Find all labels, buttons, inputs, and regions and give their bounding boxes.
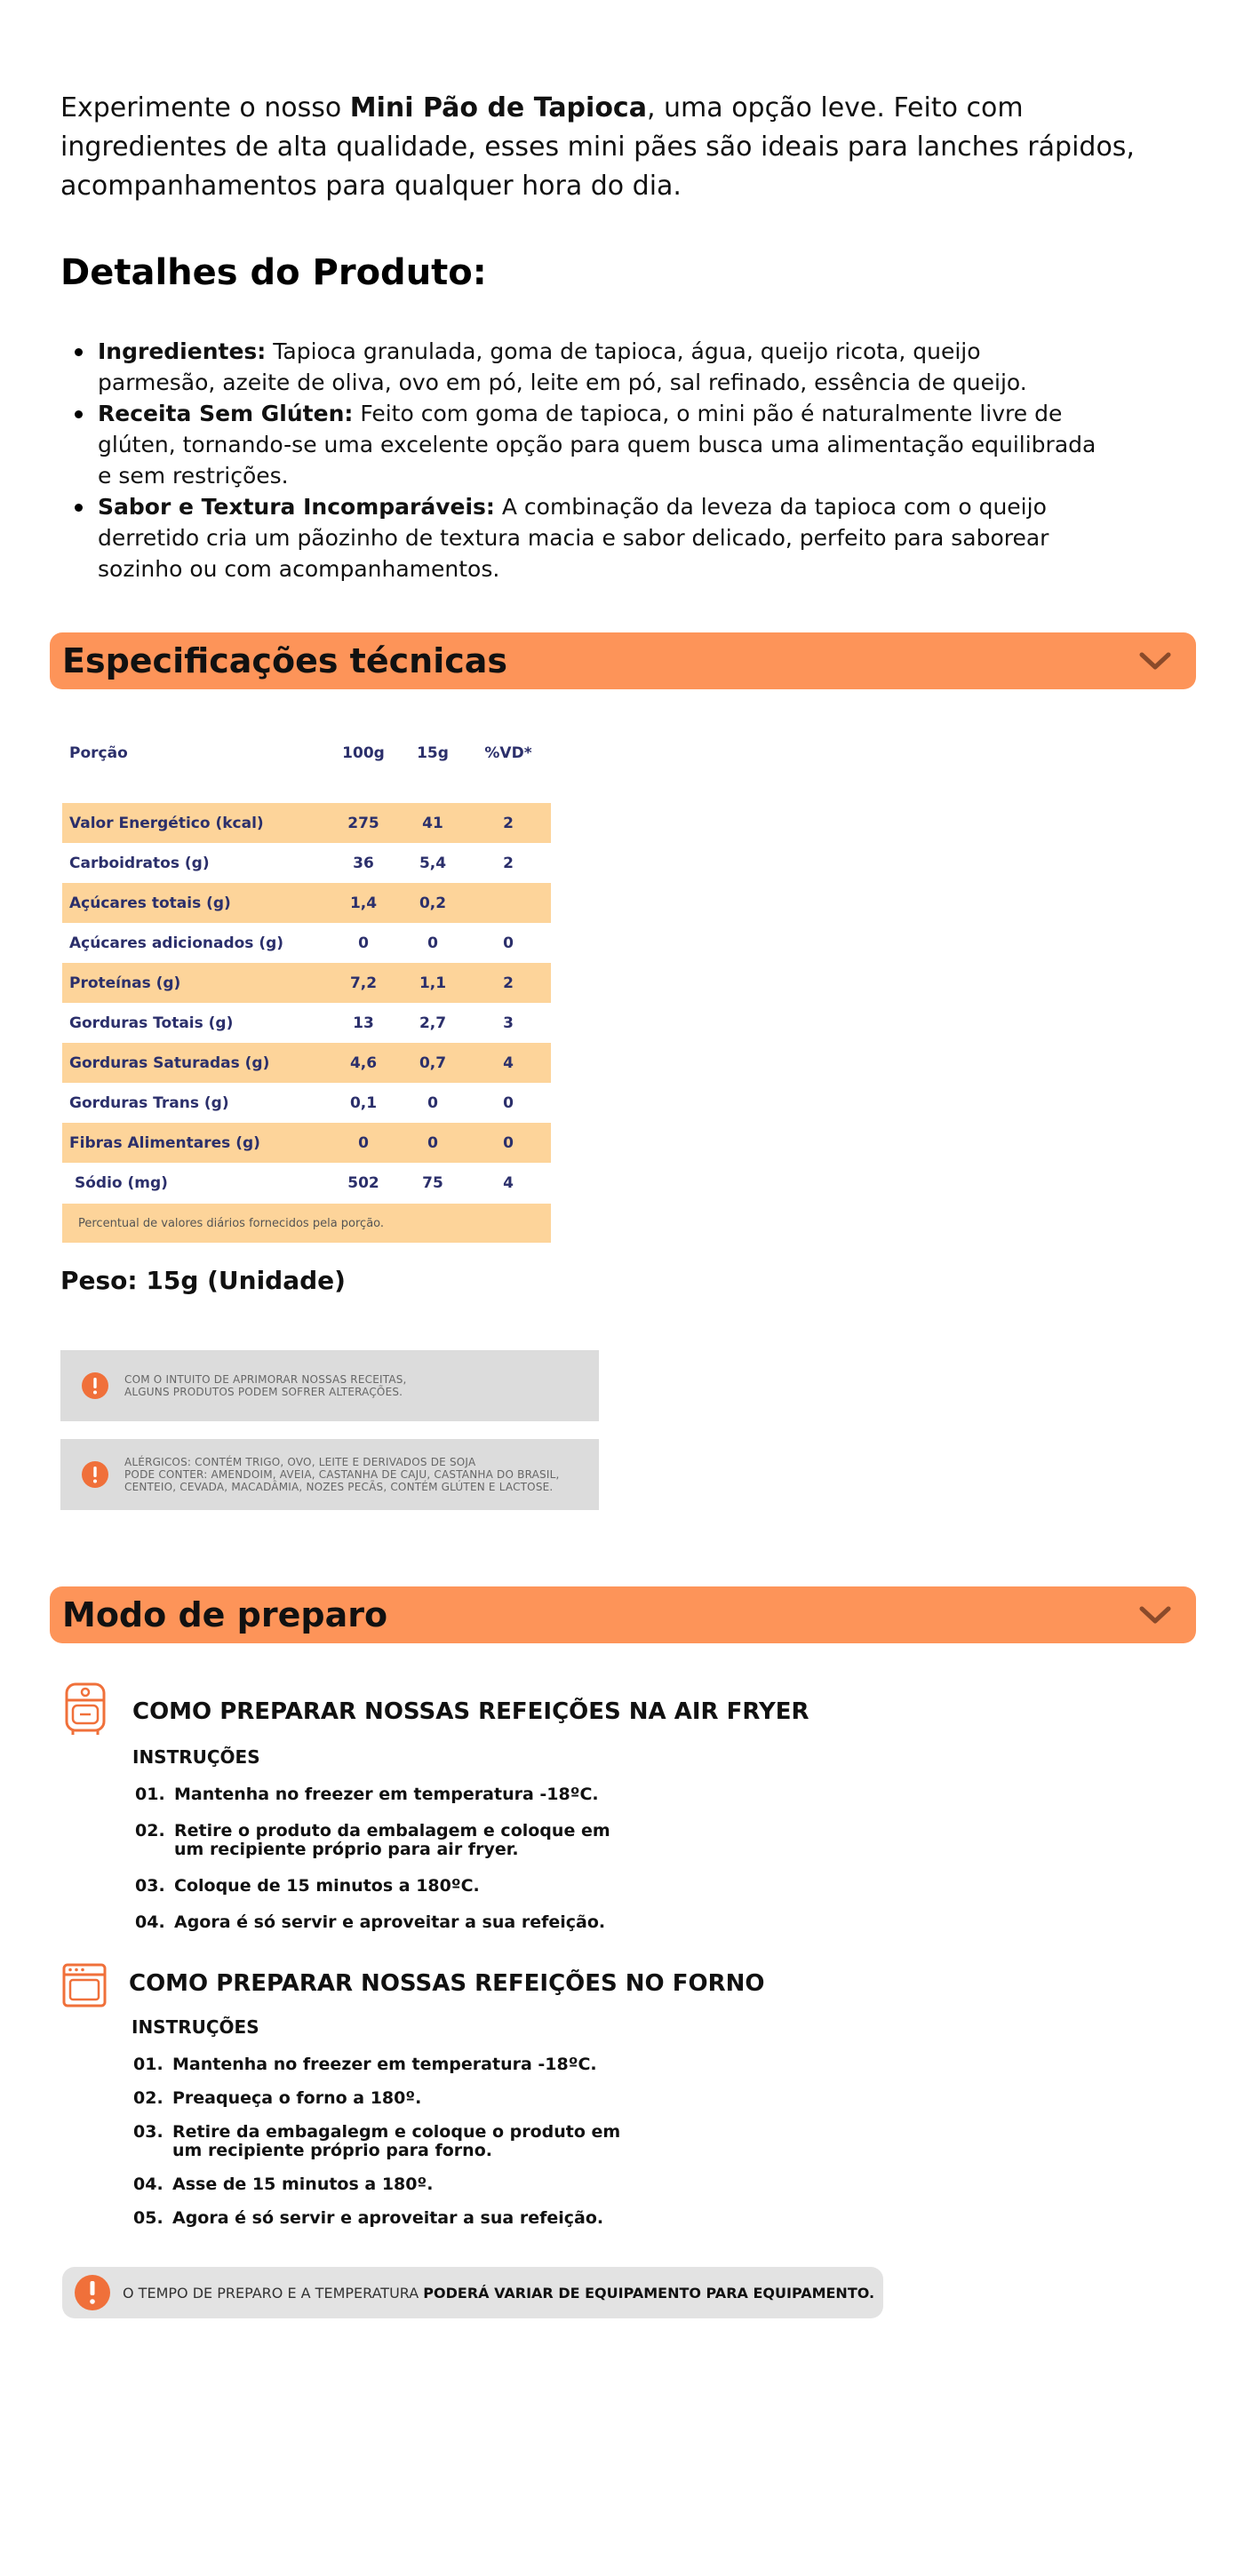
step-text <box>174 1822 610 1859</box>
row-label: Gorduras Trans (g) <box>69 1093 229 1112</box>
row-vd: 2 <box>503 854 514 872</box>
intro-paragraph <box>60 89 1171 206</box>
specs-accordion-header[interactable] <box>50 632 1196 689</box>
step-line: Mantenha no freezer em temperatura -18ºC. <box>174 1785 599 1804</box>
warning-icon <box>82 1372 108 1399</box>
step-text <box>172 2123 620 2160</box>
header-100g: 100g <box>342 744 385 762</box>
step-text <box>172 2055 597 2074</box>
step-line: Coloque de 15 minutos a 180ºC. <box>174 1876 480 1896</box>
details-item-label: Sabor e Textura Incomparáveis: <box>98 494 495 520</box>
notice-line: PODE CONTER: AMENDOIM, AVEIA, CASTANHA DE CAJU, CASTANHA DO BRASIL, <box>124 1468 560 1481</box>
row-label: Carboidratos (g) <box>69 854 210 872</box>
row-label: Gorduras Totais (g) <box>69 1014 234 1032</box>
table-row <box>62 883 551 923</box>
row-vd: 4 <box>503 1173 514 1192</box>
step-number: 03. <box>135 1876 165 1896</box>
prep-time-notice-text <box>123 2285 874 2302</box>
notice-line: COM O INTUITO DE APRIMORAR NOSSAS RECEITAS, <box>124 1373 407 1386</box>
notice-plain-text: O TEMPO DE PREPARO E A TEMPERATURA <box>123 2284 424 2302</box>
step-number: 05. <box>133 2208 163 2228</box>
list-item <box>135 1877 610 1896</box>
row-100g: 13 <box>353 1014 374 1032</box>
chevron-down-icon <box>1137 1602 1173 1628</box>
row-15g: 5,4 <box>419 854 447 872</box>
step-line: Agora é só servir e aproveitar a sua refeição. <box>172 2208 604 2228</box>
details-item-text: A combinação da leveza da tapioca com o queijo derretido cria um pãozinho de textura macia e sabor delicado, perfeito para saborear sozinho ou com acompanhamentos. <box>98 494 1049 582</box>
row-label: Açúcares adicionados (g) <box>69 934 284 952</box>
details-item-label: Ingredientes: <box>98 338 267 364</box>
list-item <box>133 2175 620 2194</box>
step-text <box>174 1877 480 1896</box>
row-vd: 0 <box>503 1133 514 1152</box>
row-100g: 502 <box>347 1173 379 1192</box>
row-100g: 275 <box>347 814 379 832</box>
specs-accordion-title: Especificações técnicas <box>62 641 508 680</box>
row-vd: 2 <box>503 814 514 832</box>
row-label: Proteínas (g) <box>69 974 181 992</box>
product-name: Mini Pão de Tapioca <box>349 92 647 123</box>
step-text <box>174 1913 605 1932</box>
step-line: Preaqueça o forno a 180º. <box>172 2088 422 2108</box>
table-row <box>62 923 551 963</box>
notice-bold-text: PODERÁ VARIAR DE EQUIPAMENTO PARA EQUIPAMENTO. <box>423 2284 875 2302</box>
product-weight: Peso: 15g (Unidade) <box>60 1266 346 1295</box>
allergen-notice <box>60 1439 599 1510</box>
table-row <box>62 1003 551 1043</box>
notice-line: ALGUNS PRODUTOS PODEM SOFRER ALTERAÇÕES. <box>124 1386 403 1398</box>
row-15g: 0,7 <box>419 1053 447 1072</box>
intro-text-after: , uma opção leve. Feito com ingredientes de alta qualidade, esses mini pães são ideais para lanches rápidos, acompanhamentos para qualquer hora do dia. <box>60 92 1135 202</box>
step-number: 04. <box>135 1912 165 1932</box>
row-vd: 4 <box>503 1053 514 1072</box>
row-15g: 0 <box>427 934 438 952</box>
row-vd: 0 <box>503 934 514 952</box>
header-portion: Porção <box>69 744 128 762</box>
details-item-ingredients <box>98 336 1102 398</box>
header-vd: %VD* <box>484 744 532 762</box>
table-row <box>62 1163 551 1203</box>
intro-text-before: Experimente o nosso <box>60 92 350 123</box>
list-item <box>133 2089 620 2108</box>
notice-text <box>124 1456 560 1493</box>
step-number: 01. <box>135 1785 165 1804</box>
list-item <box>135 1785 610 1804</box>
table-footnote: Percentual de valores diários fornecidos pela porção. <box>62 1204 551 1243</box>
step-line: um recipiente próprio para air fryer. <box>174 1840 519 1859</box>
list-item <box>133 2055 620 2074</box>
row-100g: 0 <box>358 934 369 952</box>
step-text <box>174 1785 599 1804</box>
row-label: Gorduras Saturadas (g) <box>69 1053 270 1072</box>
notice-line: ALÉRGICOS: CONTÉM TRIGO, OVO, LEITE E DERIVADOS DE SOJA <box>124 1456 476 1468</box>
step-line: um recipiente próprio para forno. <box>172 2141 492 2160</box>
air-fryer-instructions-label: INSTRUÇÕES <box>132 1746 260 1768</box>
step-number: 01. <box>133 2055 163 2074</box>
prep-time-notice <box>62 2267 883 2318</box>
step-number: 03. <box>133 2122 163 2142</box>
air-fryer-steps <box>135 1785 610 1932</box>
table-row <box>62 1083 551 1123</box>
row-vd: 3 <box>503 1014 514 1032</box>
row-15g: 75 <box>422 1173 443 1192</box>
row-label: Açúcares totais (g) <box>69 894 231 912</box>
step-line: Retire o produto da embalagem e coloque em <box>174 1821 610 1841</box>
chevron-down-icon <box>1137 648 1173 674</box>
warning-icon <box>82 1461 108 1488</box>
table-row <box>62 1123 551 1163</box>
row-15g: 2,7 <box>419 1014 447 1032</box>
step-line: Retire da embagalegm e coloque o produto em <box>172 2122 621 2142</box>
step-text <box>172 2175 433 2194</box>
nutrition-table-header <box>62 727 551 780</box>
header-15g: 15g <box>417 744 449 762</box>
row-100g: 1,4 <box>349 894 378 912</box>
row-15g: 0,2 <box>419 894 447 912</box>
row-15g: 0 <box>427 1093 438 1112</box>
prep-accordion-header[interactable] <box>50 1586 1196 1643</box>
table-row <box>62 803 551 843</box>
table-row <box>62 1043 551 1083</box>
step-line: Agora é só servir e aproveitar a sua refeição. <box>174 1912 606 1932</box>
oven-steps <box>133 2055 620 2228</box>
details-item-text: Feito com goma de tapioca, o mini pão é naturalmente livre de glúten, tornando-se uma excelente opção para quem busca uma alimentação equilibrada e sem restrições. <box>98 401 1096 489</box>
step-text <box>172 2089 421 2108</box>
step-number: 04. <box>133 2174 163 2194</box>
details-item-label: Receita Sem Glúten: <box>98 401 354 426</box>
details-item-text: Tapioca granulada, goma de tapioca, água, queijo ricota, queijo parmesão, azeite de oliva, ovo em pó, leite em pó, sal refinado, essência de queijo. <box>98 338 1027 395</box>
row-label: Sódio (mg) <box>75 1173 168 1192</box>
row-vd: 0 <box>503 1093 514 1112</box>
oven-instructions-label: INSTRUÇÕES <box>132 2016 259 2038</box>
row-100g: 4,6 <box>349 1053 378 1072</box>
step-number: 02. <box>133 2088 163 2108</box>
row-15g: 0 <box>427 1133 438 1152</box>
details-item-flavor <box>98 491 1102 584</box>
row-100g: 0,1 <box>349 1093 378 1112</box>
prep-accordion-title: Modo de preparo <box>62 1595 388 1634</box>
row-100g: 7,2 <box>349 974 378 992</box>
details-title: Detalhes do Produto: <box>60 252 487 293</box>
row-100g: 0 <box>358 1133 369 1152</box>
details-list <box>98 336 1102 584</box>
step-number: 02. <box>135 1821 165 1841</box>
step-line: Asse de 15 minutos a 180º. <box>172 2174 434 2194</box>
details-item-gluten-free <box>98 398 1102 491</box>
notice-text <box>124 1373 407 1398</box>
nutrition-table <box>62 727 551 1243</box>
table-row <box>62 963 551 1003</box>
warning-icon <box>75 2275 110 2310</box>
row-label: Fibras Alimentares (g) <box>69 1133 260 1152</box>
row-15g: 1,1 <box>419 974 447 992</box>
row-15g: 41 <box>422 814 443 832</box>
table-row <box>62 843 551 883</box>
row-100g: 36 <box>353 854 374 872</box>
row-label: Valor Energético (kcal) <box>69 814 264 832</box>
step-line: Mantenha no freezer em temperatura -18ºC. <box>172 2055 597 2074</box>
oven-icon <box>62 1963 107 2008</box>
list-item <box>135 1913 610 1932</box>
list-item <box>133 2209 620 2228</box>
recipe-change-notice <box>60 1350 599 1421</box>
air-fryer-icon <box>62 1681 108 1736</box>
row-vd: 2 <box>503 974 514 992</box>
oven-title: COMO PREPARAR NOSSAS REFEIÇÕES NO FORNO <box>129 1970 765 1997</box>
notice-line: CENTEIO, CEVADA, MACADÂMIA, NOZES PECÃS, CONTÉM GLÚTEN E LACTOSE. <box>124 1481 554 1493</box>
list-item <box>133 2123 620 2160</box>
list-item <box>135 1822 610 1859</box>
step-text <box>172 2209 603 2228</box>
air-fryer-title: COMO PREPARAR NOSSAS REFEIÇÕES NA AIR FRYER <box>132 1698 809 1725</box>
